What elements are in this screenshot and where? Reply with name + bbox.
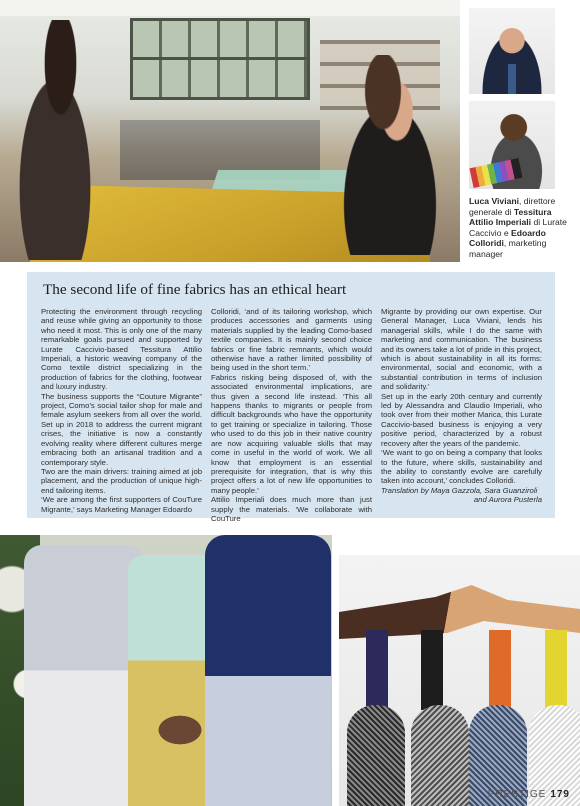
- tailor-left: [0, 20, 110, 260]
- paragraph: Colloridi, ‘and of its tailoring workshop, which produces accessories and garments using materials supplied by the leading Como-based textile companies. It is mainly second choice fabrics or fine fabric remnants, which would otherwise have a rather limited possibility of being used in the short term.’: [211, 307, 372, 373]
- garments-photo: [0, 535, 332, 806]
- page-number: 179: [550, 789, 570, 800]
- caption-location: di Lurate Caccivio e: [469, 217, 567, 238]
- article-column-1: [41, 307, 202, 514]
- bag-strap: [489, 630, 511, 710]
- color-swatch-fan: [469, 158, 522, 188]
- bag-strap: [421, 630, 443, 710]
- paragraph: Set up in the early 20th century and currently led by Alessandra and Claudio Imperiali, who took over from their mother Marica, this Lurate Caccivio-based business is enjoying a very positive period, characterized by a robust recovery after the years of the pandemic.: [381, 391, 542, 448]
- paragraph: The business supports the “Couture Migrante” project, Como’s social tailor shop for male and female asylum seekers from all over the world. Set up in 2018 to address the current migrant crises, the initiative is now a constantly evolving reality where different cultures merge embracing both an artisanal tradition and a contemporary style.: [41, 391, 202, 467]
- paragraph: Fabrics risking being disposed of, with the associated environmental implications, are thus given a second life instead. ‘This all happens thanks to migrants or people from difficult backgrounds who have the opportunity to get training or specialize in tailoring. Those who used to do this job in their native country are now acquiring valuable skills that may come in useful in the world of work. We all know that employment is an essential prerequisite for integration, that is why this project offers a lot of new life opportunities to many people.’: [211, 372, 372, 495]
- caption-role-colloridi: , marketing manager: [469, 238, 547, 259]
- paragraph: ‘We want to go on being a company that looks to the future, where skills, sustainability and the ability to constantly evolve are carefully taken into account,’ concludes Colloridi.: [381, 448, 542, 486]
- article-column-3: [381, 307, 542, 505]
- workshop-photo: [0, 0, 460, 262]
- ceiling: [0, 0, 460, 16]
- navy-dress: [205, 535, 331, 806]
- joined-hands: [150, 710, 210, 750]
- tailor-right: [320, 55, 460, 255]
- bag-strap: [545, 630, 567, 710]
- caption-name-colloridi: Edoardo Colloridi: [469, 227, 546, 249]
- caption-role-viviani: , direttore generale di: [469, 196, 556, 217]
- caption-name-viviani: Luca Viviani: [469, 196, 519, 206]
- paragraph: Two are the main drivers: training aimed at job placement, and the production of unique high-end tailoring items.: [41, 466, 202, 495]
- page-footer: [488, 789, 570, 800]
- portrait-caption: [469, 196, 575, 260]
- article-box: [27, 272, 555, 523]
- caption-company: Tessitura Attilio Imperiali: [469, 206, 552, 228]
- portrait-viviani: [469, 8, 555, 94]
- magazine-brand: PRESTIGE: [487, 789, 547, 800]
- portrait-colloridi: [469, 101, 555, 189]
- paragraph: ‘We are among the first supporters of CouTure Migrante,’ says Marketing Manager Edoardo: [41, 495, 202, 514]
- translation-credit-cont: and Aurora Pusterla: [473, 495, 542, 505]
- article-column-2: [211, 307, 372, 523]
- tweed-bag: [411, 705, 469, 806]
- tweed-bag: [347, 705, 405, 806]
- article-headline: The second life of fine fabrics has an ethical heart: [43, 281, 347, 298]
- paragraph: Migrante by providing our own expertise. Our General Manager, Luca Viviani, lends his managerial skills, while I do the same with marketing and communication. The business and its owners take a lot of pride in this project, which is about sustainability in all its forms: environmental, social and economic, with a substantial contribution in terms of inclusion and solidarity.’: [381, 307, 542, 392]
- bag-strap: [366, 630, 388, 710]
- straps-photo: [339, 555, 580, 806]
- translation-credit: Translation by Maya Gazzola, Sara Guanziroli: [381, 485, 538, 495]
- grey-dress: [24, 545, 144, 806]
- factory-window: [130, 18, 310, 100]
- paragraph: Protecting the environment through recycling and reuse while giving an opportunity to those who need it most. This is only one of the many remarkable goals pursued and supported by Lurate Caccivio-based Tessitura Attilio Imperiali, a historic weaving company of the Como textile district specializing in the production of fabrics for the clothing, footwear and luxury industry.: [41, 307, 202, 392]
- paragraph: Attilio Imperiali does much more than just supply the materials. ‘We collaborate with CouTure: [211, 495, 372, 523]
